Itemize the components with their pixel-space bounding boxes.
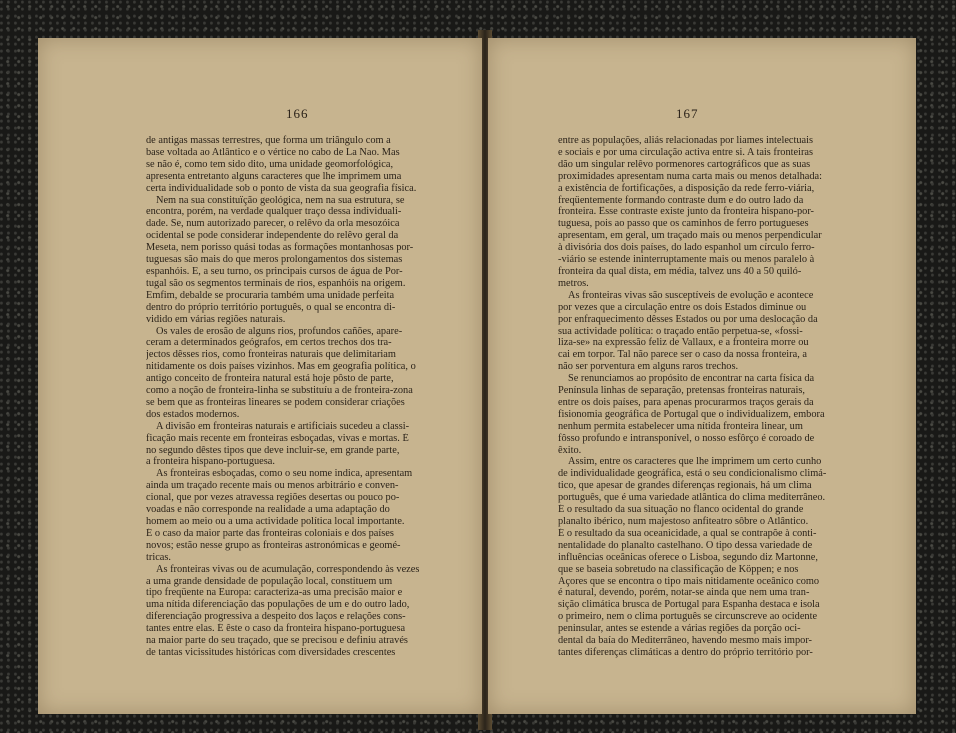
text-line: dão um singular relêvo pormenores cartográficos que as suas [558,158,811,170]
text-line: entre os dois países, para apenas procurarmos traços gerais da [558,396,814,408]
text-line: dade. Se, num autorizado parecer, o relêvo da orla mesozóica [146,218,400,230]
text-line: As fronteiras esboçadas, como o seu nome indica, apresentam [156,468,413,480]
text-line: fronteira. Êsse contraste existe junto da fronteira hispano-por- [558,206,814,218]
text-line: planalto ibérico, num majestoso anfiteatro sôbre o Atlântico. [558,516,809,527]
text-line: É o resultado da sua oceanicidade, a qual se contrapõe à conti- [558,527,817,539]
right-page-number: 167 [676,106,699,121]
text-line: influências oceânicas oferece o Lisboa, segundo diz Martonne, [558,551,818,563]
text-line: tico, que apesar de grandes diferenças regionais, há um clima [558,480,812,492]
text-line: de antigas massas terrestres, que forma um triângulo com a [146,135,391,146]
left-page [38,38,482,714]
text-line: É o caso da maior parte das fronteiras coloniais e dos países [146,527,394,539]
text-line: a fronteira hispano-portuguesa. [146,456,275,468]
text-line: à divisória dos dois países, do lado espanhol um círculo ferro- [558,242,815,254]
text-line: ainda um traçado recente mais ou menos arbitrário e conven- [146,480,399,492]
text-line: dentro do próprio território português, o qual se encontra di- [146,301,396,313]
text-line: tipo freqüente na Europa: caracteriza-as uma precisão maior e [146,587,403,599]
text-line: tantes entre elas. É êste o caso da fronteira hispano-portuguesa [146,623,406,635]
text-line: Península linhas de separação, pretensas fronteiras naturais, [558,385,806,397]
text-line: nenhum permita estabelecer uma nítida fronteira linear, um [558,420,803,432]
text-line: o primeiro, nem o clima português se circunscreve ao ocidente [558,611,818,623]
text-line: uma nítida diferenciação das populações de um e do outro lado, [146,599,410,611]
text-line: ceram a determinados geógrafos, em certos trechos dos tra- [146,337,392,349]
text-line: é natural, devendo, porém, notar-se ainda que nem uma tran- [558,587,810,599]
text-line: por vezes que a circulação entre os dois Estados diminue ou [558,301,807,313]
text-line: base voltada ao Atlântico e o vértice no cabo de La Nao. Mas [146,146,400,158]
text-line: tugal são os segmentos terminais de rios, espanhóis na origem. [146,277,406,289]
text-line: freqüentemente formando contraste dum e do outro lado da [558,194,804,206]
text-line: na maior parte do seu traçado, que se precisou e definiu através [146,635,408,647]
text-line: de individualidade geográfica, está o seu condicionalismo climá- [558,468,827,480]
text-line: português, que é uma variedade atlântica do clima mediterrâneo. [558,492,826,504]
text-line: a existência de fortificações, a disposição da rede ferro-viária, [558,182,815,194]
text-line: Assim, entre os caracteres que lhe imprimem um certo cunho [568,456,822,468]
text-line: como a noção de fronteira-linha se substituíu a de fronteira-zona [146,385,413,397]
text-line: voadas e não corresponde na realidade a uma adaptação do [146,504,390,516]
text-line: ficação mais recente em fronteiras esboçadas, vivas e mortas. É [146,432,409,444]
text-line: sição climática brusca de Portugal para Espanha destaca e isola [558,599,820,611]
text-line: cai em torpor. Tal não parece ser o caso da nossa fronteira, a [558,349,807,361]
text-line: dos estados modernos. [146,408,240,420]
text-line: não ser porventura em alguns raros trechos. [558,361,739,373]
text-line: apresenta entretanto alguns caracteres que lhe imprimem uma [146,170,402,182]
text-line: se não é, como tem sido dito, uma unidade geomorfológica, [146,158,394,170]
text-line: apresentam, em geral, um traçado mais ou menos perpendicular [558,230,822,242]
text-line: É o resultado da sua situação no flanco ocidental do grande [558,504,804,516]
text-line: tuguesas são mais do que meros prolongamentos dos sistemas [146,254,403,266]
text-line: no segundo dêstes tipos que deve incluir-se, em grande parte, [146,444,400,456]
text-line: cional, que por vezes atravessa regiões desertas ou pouco po- [146,492,400,504]
text-line: dental da baía do Mediterrâneo, havendo mesmo mais impor- [558,635,812,647]
text-line: a uma grande densidade de população local, constituem um [146,575,393,587]
text-line: nentalidade do planalto castelhano. O tipo dessa variedade de [558,539,813,551]
text-line: Se renunciamos ao propósito de encontrar na carta física da [568,373,815,385]
text-line: As fronteiras vivas ou de acumulação, correspondendo às vezes [156,563,420,575]
text-line: tricas. [146,551,171,563]
text-line: peninsular, antes se estende a várias regiões da porção oci- [558,623,801,635]
text-line: vidido em várias regiões naturais. [146,313,286,325]
text-line: tuguesa, pois ao passo que os caminhos de ferro portugueses [558,218,809,230]
text-line: de tantas vicissitudes históricas com diversidades crescentes [146,646,396,658]
right-page-text [558,135,885,659]
text-line: certa individualidade sob o ponto de vista da sua geografia física. [146,182,417,194]
text-line: que se baseia sobretudo na classificação de Köppen; e nos [558,563,799,575]
text-line: entre as populações, aliás relacionadas por liames intelectuais [558,135,814,146]
right-page [488,38,916,714]
text-line: tantes diferenças climáticas a dentro do próprio território por- [558,646,813,658]
text-line: Açores que se encontra o tipo mais nitidamente oceânico como [558,575,820,587]
text-line: fisionomia geográfica de Portugal que o individualizem, embora [558,408,825,420]
text-line: Os vales de erosão de alguns rios, profundos cañões, apare- [156,325,403,337]
text-line: -viário se estende ininterruptamente mais ou menos paralelo à [558,254,815,266]
text-line: sua actividade política: o traçado então perpetua-se, «fossi- [558,325,803,337]
text-line: homem ao meio ou a uma actividade política local importante. [146,516,405,527]
text-line: êxito. [558,444,582,456]
text-line: proximidades apresentam numa carta mais ou menos detalhada: [558,170,822,182]
text-line: fronteira da qual dista, em média, talvez uns 40 a 50 quiló- [558,265,802,277]
text-line: fôsso profundo e intransponível, o nosso esfôrço é coroado de [558,432,815,444]
text-line: nitidamente os dois países vizinhos. Mas em geografia política, o [146,361,416,373]
text-line: antigo conceito de fronteira natural está hoje pôsto de parte, [146,373,394,385]
text-line: Emfim, debalde se procuraria também uma unidade perfeita [146,289,395,301]
text-line: ocidental se pode considerar independente do relêvo geral da [146,230,399,242]
text-line: diferenciação progressiva a despeito dos laços e relações cons- [146,611,406,623]
text-line: A divisão em fronteiras naturais e artificiais sucedeu a classi- [156,420,410,432]
left-page-number: 166 [286,106,309,121]
text-line: encontra, porém, na verdade qualquer traço dessa individuali- [146,206,402,218]
text-line: novos; estão nesse grupo as fronteiras astronómicas e geomé- [146,539,401,551]
left-page-text [146,135,468,659]
text-line: e sociais e por uma circulação activa entre si. A tais fronteiras [558,146,814,158]
text-line: Nem na sua constituïção geológica, nem na sua estrutura, se [156,194,405,206]
text-line: As fronteiras vivas são susceptíveis de evolução e acontece [568,289,814,301]
text-line: jectos dêsses rios, como fronteiras naturais que delimitariam [146,349,396,361]
text-line: por enfraquecimento dêsses Estados ou por uma deslocação da [558,313,818,325]
text-line: metros. [558,277,589,289]
text-line: espanhóis. E, a seu turno, os principais cursos de água de Por- [146,265,403,277]
text-line: Meseta, nem porisso quási todas as formações montanhosas por- [146,242,414,254]
text-line: liza-se» na expressão feliz de Vallaux, e a fronteira morre ou [558,337,809,349]
text-line: se bem que as fronteiras lineares se podem considerar criações [146,396,405,408]
